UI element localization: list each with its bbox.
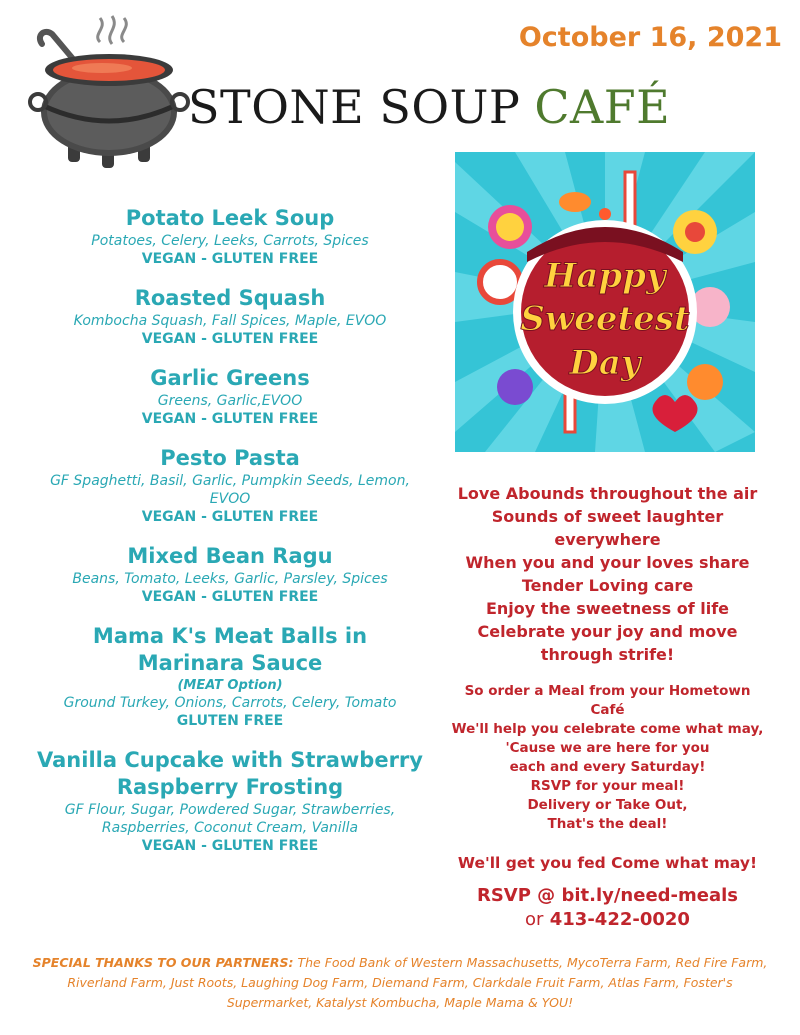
poster-line-1: Happy bbox=[544, 256, 666, 296]
dish-ingredients: Kombocha Squash, Fall Spices, Maple, EVOO bbox=[73, 313, 387, 329]
poem-line: through strife! bbox=[540, 645, 675, 664]
dish-title: Roasted Squash bbox=[134, 286, 326, 310]
dish-ingredients: Greens, Garlic,EVOO bbox=[157, 393, 303, 409]
phone-number[interactable]: 413-422-0020 bbox=[549, 909, 690, 930]
brand-cafe: CAFÉ bbox=[534, 80, 671, 134]
poem-line: When you and your loves share bbox=[465, 553, 750, 572]
dish-title: Vanilla Cupcake with Strawberry Raspberry Frosting bbox=[37, 748, 423, 799]
poem-block bbox=[440, 482, 775, 932]
fed-tagline: We'll get you fed Come what may! bbox=[457, 854, 758, 872]
poem-line: everywhere bbox=[554, 530, 661, 549]
menu-item bbox=[20, 747, 440, 855]
thanks-body: The Food Bank of Western Massachusetts, MycoTerra Farm, Red Fire Farm, Riverland Farm, Just Roots, Laughing Dog Farm, Diemand Farm, Clarkdale Fruit Farm, Atlas Farm, Foster's Supermarket, Katalyst Kombucha, Maple Mama & YOU! bbox=[67, 955, 768, 1010]
order-line: Delivery or Take Out, bbox=[527, 797, 688, 813]
dish-diet-tag: VEGAN - GLUTEN FREE bbox=[141, 509, 319, 525]
dish-title: Mixed Bean Ragu bbox=[127, 544, 333, 568]
menu-item bbox=[20, 543, 440, 606]
menu-item bbox=[20, 365, 440, 428]
or-text: or bbox=[525, 909, 544, 930]
dish-title: Potato Leek Soup bbox=[125, 206, 335, 230]
order-line: We'll help you celebrate come what may, bbox=[451, 721, 764, 737]
poster-line-2: Sweetest bbox=[520, 299, 690, 339]
poem-line: Tender Loving care bbox=[521, 576, 694, 595]
menu-item bbox=[20, 445, 440, 526]
order-line: Café bbox=[590, 702, 625, 718]
dish-ingredients: GF Flour, Sugar, Powdered Sugar, Strawberries, Raspberries, Coconut Cream, Vanilla bbox=[64, 802, 396, 836]
partners-thanks bbox=[32, 953, 768, 1013]
dish-diet-tag: GLUTEN FREE bbox=[176, 713, 284, 729]
poster-line-3: Day bbox=[569, 343, 641, 383]
menu-item bbox=[20, 285, 440, 348]
poem-line: Sounds of sweet laughter bbox=[491, 507, 724, 526]
dish-diet-tag: VEGAN - GLUTEN FREE bbox=[141, 331, 319, 347]
order-line: each and every Saturday! bbox=[509, 759, 706, 775]
dish-diet-tag: VEGAN - GLUTEN FREE bbox=[141, 838, 319, 854]
thanks-lead: SPECIAL THANKS TO OUR PARTNERS: bbox=[32, 955, 294, 970]
dish-ingredients: GF Spaghetti, Basil, Garlic, Pumpkin Seeds, Lemon, EVOO bbox=[50, 473, 410, 507]
order-line: 'Cause we are here for you bbox=[505, 740, 710, 756]
poem-line: Enjoy the sweetness of life bbox=[485, 599, 730, 618]
order-line: RSVP for your meal! bbox=[530, 778, 685, 794]
dish-ingredients: Potatoes, Celery, Leeks, Carrots, Spices bbox=[91, 233, 369, 249]
menu-item bbox=[20, 623, 440, 730]
poem-line: Love Abounds throughout the air bbox=[457, 484, 758, 503]
dish-diet-tag: VEGAN - GLUTEN FREE bbox=[141, 411, 319, 427]
dish-ingredients: Beans, Tomato, Leeks, Garlic, Parsley, Spices bbox=[72, 571, 388, 587]
dish-note: (MEAT Option) bbox=[177, 678, 283, 693]
dish-diet-tag: VEGAN - GLUTEN FREE bbox=[141, 251, 319, 267]
order-line: That's the deal! bbox=[547, 816, 668, 832]
order-line: So order a Meal from your Hometown bbox=[464, 683, 751, 699]
dish-title: Pesto Pasta bbox=[160, 446, 300, 470]
dish-title: Mama K's Meat Balls in Marinara Sauce bbox=[92, 624, 368, 675]
poem-line: Celebrate your joy and move bbox=[477, 622, 738, 641]
sweetest-day-poster bbox=[455, 152, 755, 452]
dish-diet-tag: VEGAN - GLUTEN FREE bbox=[141, 589, 319, 605]
menu-item bbox=[20, 205, 440, 268]
brand-wordmark bbox=[188, 80, 670, 134]
brand-name: STONE SOUP bbox=[188, 80, 521, 134]
rsvp-link[interactable]: RSVP @ bit.ly/need-meals bbox=[476, 885, 739, 906]
date-heading: October 16, 2021 bbox=[518, 22, 782, 53]
dish-ingredients: Ground Turkey, Onions, Carrots, Celery, Tomato bbox=[63, 695, 397, 711]
cauldron-logo-icon bbox=[22, 10, 192, 170]
order-verse bbox=[440, 682, 775, 834]
phone-line bbox=[440, 908, 775, 932]
dish-title: Garlic Greens bbox=[150, 366, 310, 390]
menu-list bbox=[20, 205, 440, 872]
